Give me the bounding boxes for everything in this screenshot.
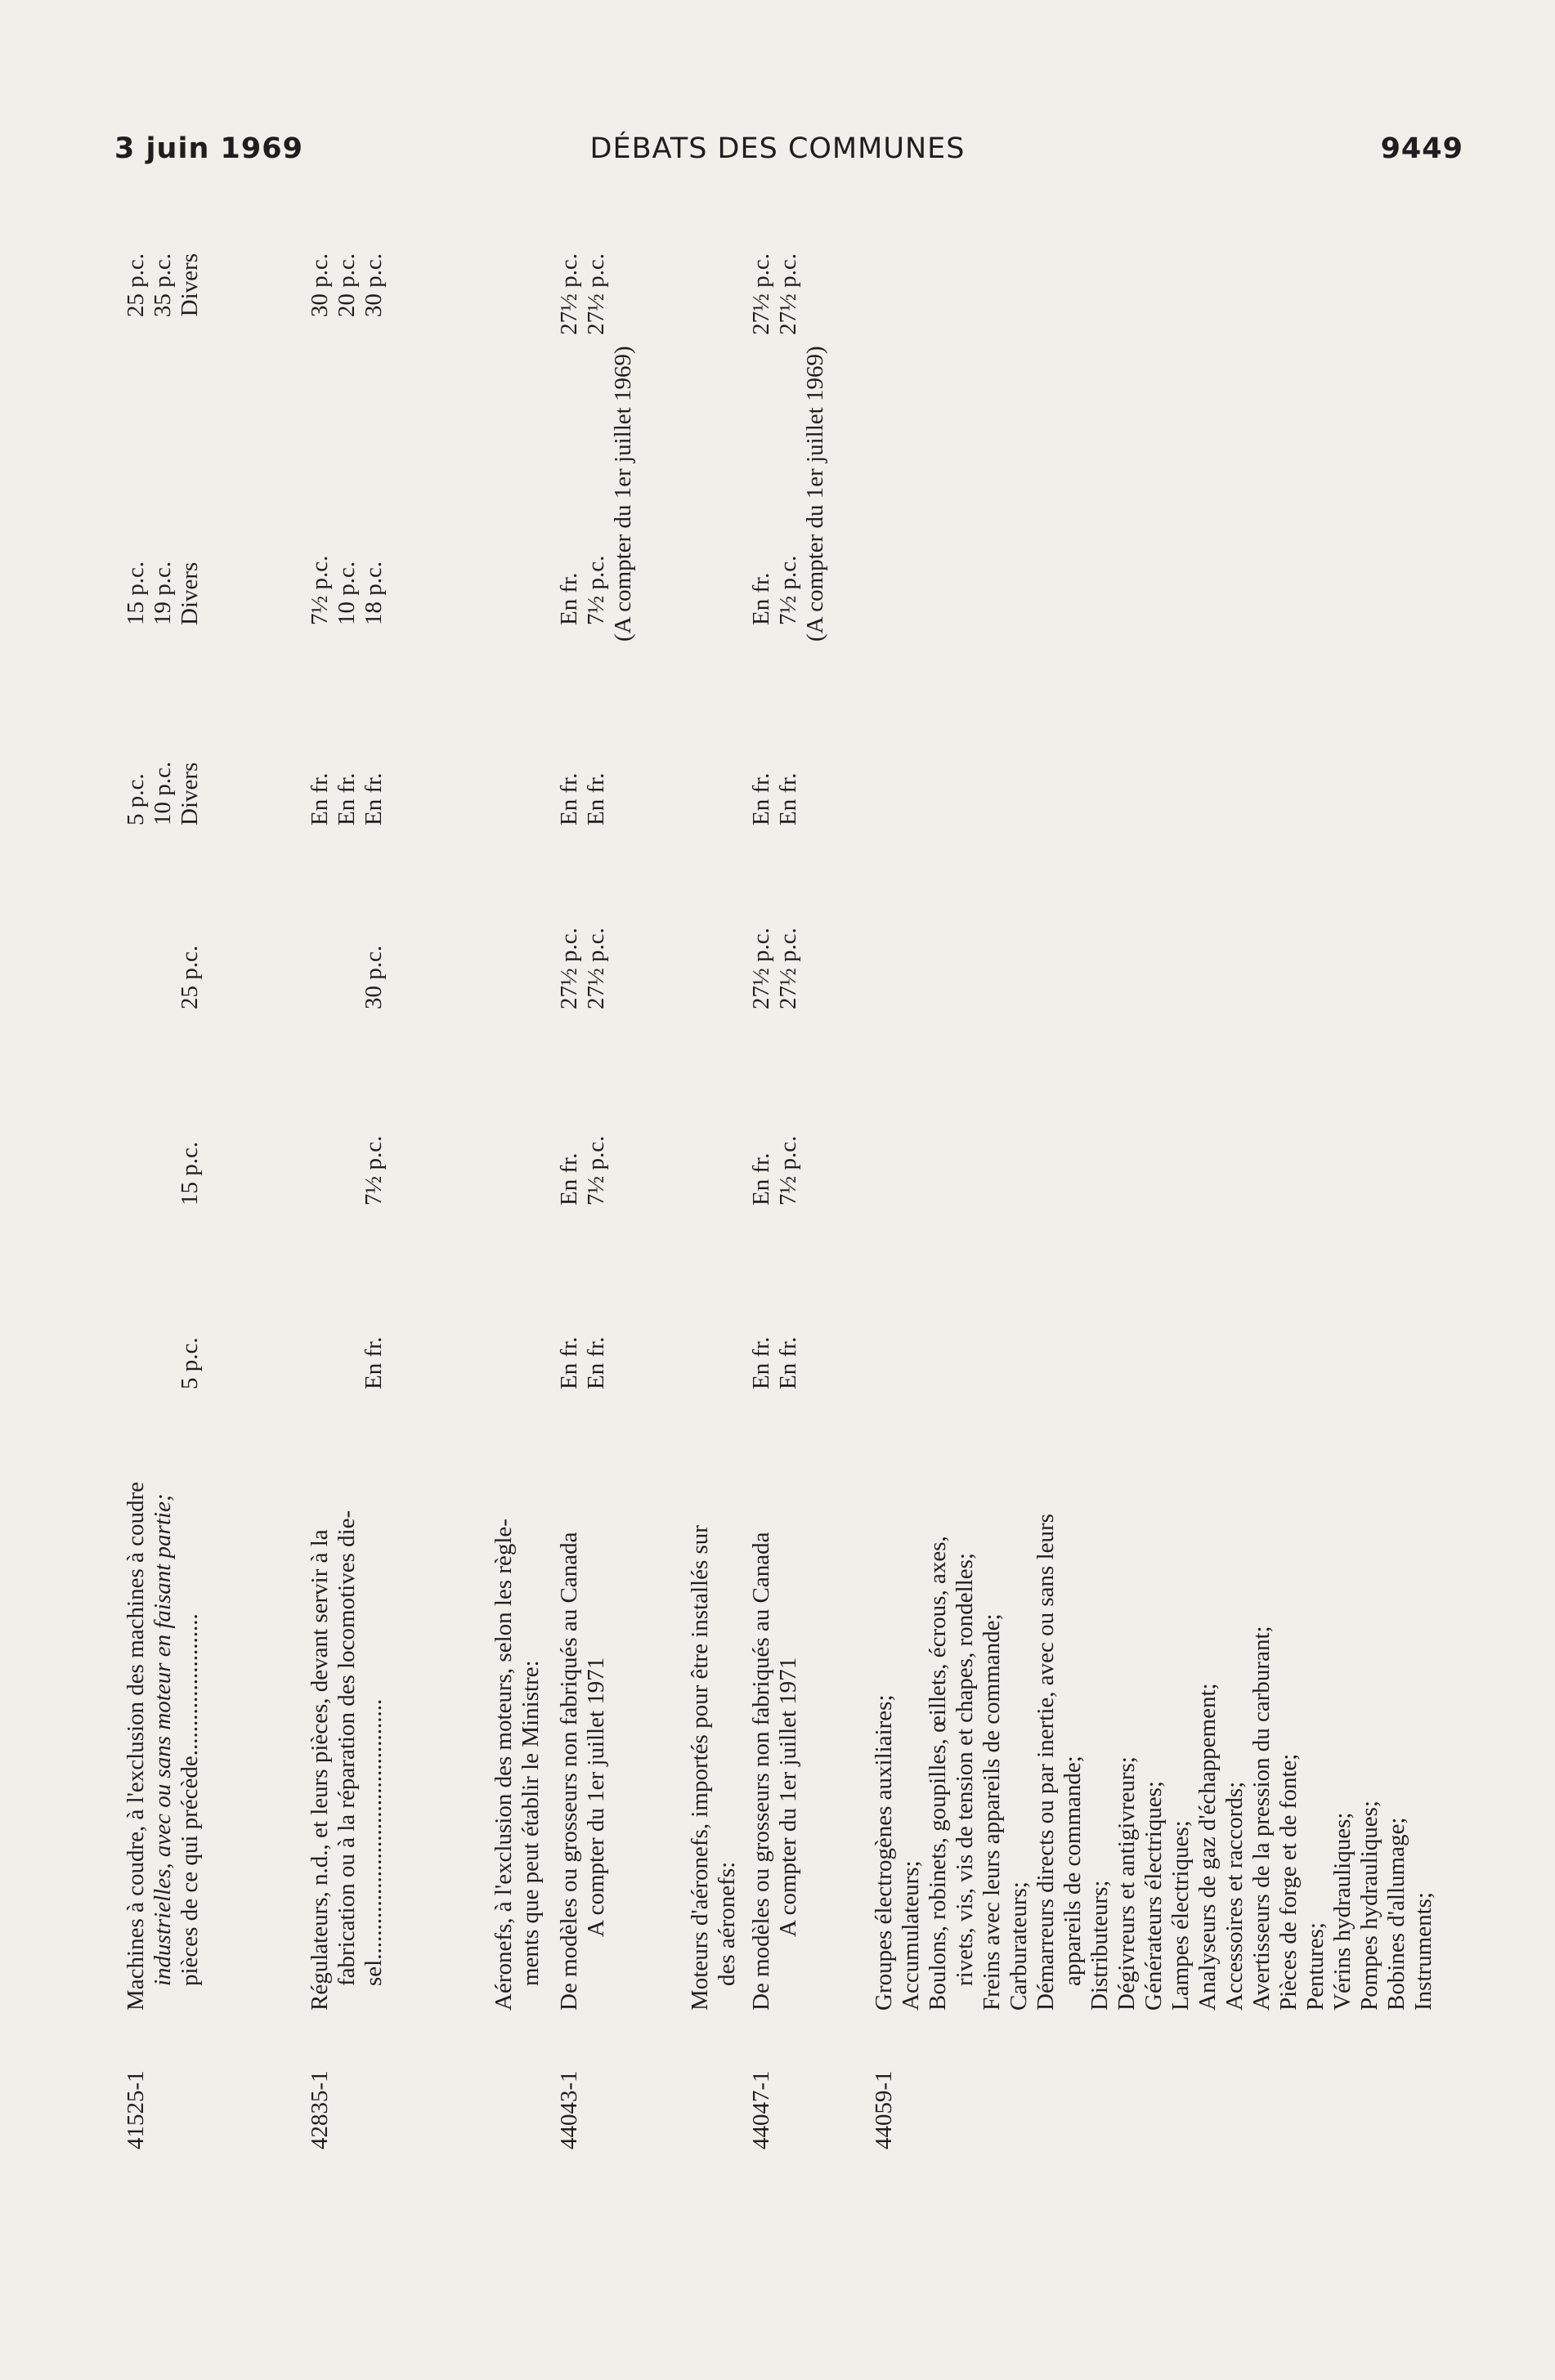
desc-line: Vérins hydrauliques; bbox=[1329, 1812, 1356, 2011]
rate-value: 15 p.c. bbox=[123, 561, 149, 625]
rate-value: 7½ p.c. bbox=[361, 1135, 387, 1206]
desc-line: Dégivreurs et antigivreurs; bbox=[1114, 1756, 1140, 2011]
rate-value: 5 p.c. bbox=[177, 1337, 203, 1389]
rate-value: En fr. bbox=[748, 1152, 774, 1206]
desc-line: Boulons, robinets, goupilles, œillets, écrous, axes, bbox=[925, 1536, 951, 2011]
rate-value: En fr. bbox=[748, 572, 774, 625]
rate-value: 7½ p.c. bbox=[307, 555, 333, 625]
rate-value: 27½ p.c. bbox=[748, 253, 774, 335]
rate-value: 20 p.c. bbox=[334, 253, 360, 318]
rate-col-4 bbox=[748, 638, 802, 825]
rate-value: 10 p.c. bbox=[150, 761, 176, 825]
header-date: 3 juin 1969 bbox=[114, 132, 303, 165]
rate-value: En fr. bbox=[556, 1152, 582, 1206]
tariff-code: 42835-1 bbox=[307, 2070, 333, 2150]
rate-col-6 bbox=[556, 253, 610, 425]
rate-value: En fr. bbox=[361, 1336, 387, 1389]
desc-line: Avertisseurs de la pression du carburant; bbox=[1248, 1626, 1275, 2011]
desc-line: Accumulateurs; bbox=[898, 1860, 924, 2011]
desc-line: Distributeurs; bbox=[1087, 1880, 1113, 2011]
rate-col-6 bbox=[748, 253, 802, 425]
tariff-description bbox=[871, 1422, 1437, 2011]
rate-value: En fr. bbox=[334, 772, 360, 825]
rate-col-6 bbox=[123, 253, 204, 425]
rate-col-1 bbox=[177, 1201, 204, 1389]
rate-value: 7½ p.c. bbox=[583, 555, 609, 625]
rate-col-1 bbox=[748, 1201, 802, 1389]
desc-line: A compter du 1er juillet 1971 bbox=[583, 1657, 609, 1937]
rate-value: 19 p.c. bbox=[150, 561, 176, 625]
desc-line: Analyseurs de gaz d'échappement; bbox=[1194, 1683, 1221, 2011]
rate-value: 35 p.c. bbox=[150, 253, 176, 318]
rate-value: 25 p.c. bbox=[177, 945, 203, 1009]
desc-line: industrielles, avec ou sans moteur en faisant partie; bbox=[150, 1493, 176, 1986]
desc-line: Accessoires et raccords; bbox=[1221, 1781, 1248, 2011]
rate-value: En fr. bbox=[748, 1336, 774, 1389]
desc-line: Carburateurs; bbox=[1006, 1881, 1032, 2011]
desc-line: Générateurs électriques; bbox=[1140, 1781, 1167, 2011]
desc-line: Instruments; bbox=[1410, 1892, 1436, 2011]
rate-value: 27½ p.c. bbox=[775, 253, 801, 335]
rate-value: 30 p.c. bbox=[307, 253, 333, 318]
desc-line: A compter du 1er juillet 1971 bbox=[775, 1657, 801, 1937]
rate-value: En fr. bbox=[556, 772, 582, 825]
rate-col-5 bbox=[556, 437, 610, 625]
rate-col-1 bbox=[556, 1201, 610, 1389]
rate-value: En fr. bbox=[556, 572, 582, 625]
rate-col-3 bbox=[556, 821, 610, 1009]
rate-value: En fr. bbox=[775, 1336, 801, 1389]
rate-value: En fr. bbox=[583, 772, 609, 825]
header-title: DÉBATS DES COMMUNES bbox=[589, 132, 966, 165]
rate-value: 27½ p.c. bbox=[556, 253, 582, 335]
desc-line: sel............................................ bbox=[361, 1698, 387, 1986]
desc-line: Bobines d'allumage; bbox=[1383, 1817, 1409, 2011]
rate-col-1 bbox=[361, 1201, 388, 1389]
rate-value: En fr. bbox=[748, 772, 774, 825]
rate-col-2 bbox=[177, 1018, 204, 1206]
rate-value: 25 p.c. bbox=[123, 253, 149, 318]
rate-col-3 bbox=[177, 821, 204, 1009]
rate-value: En fr. bbox=[775, 772, 801, 825]
rate-col-5 bbox=[123, 437, 204, 625]
rate-value: 27½ p.c. bbox=[748, 928, 774, 1009]
rate-value: 7½ p.c. bbox=[775, 555, 801, 625]
tariff-code: 44059-1 bbox=[871, 2070, 897, 2150]
tariff-description bbox=[491, 1422, 544, 2011]
rate-col-4 bbox=[556, 638, 610, 825]
rate-value: 27½ p.c. bbox=[775, 928, 801, 1009]
rate-value: Divers bbox=[177, 561, 203, 625]
tariff-code: 44043-1 bbox=[556, 2070, 582, 2150]
desc-line: Pièces de forge et de fonte; bbox=[1275, 1753, 1302, 2011]
desc-line: pièces de ce qui précède........................ bbox=[177, 1613, 203, 1986]
rate-value: 7½ p.c. bbox=[775, 1135, 801, 1206]
rate-value: 27½ p.c. bbox=[583, 253, 609, 335]
rate-col-3 bbox=[748, 821, 802, 1009]
rate-value: 5 p.c. bbox=[123, 773, 149, 825]
tariff-table bbox=[123, 253, 1436, 2150]
rate-col-4 bbox=[307, 638, 388, 825]
rate-value: En fr. bbox=[556, 1336, 582, 1389]
desc-line: fabrication ou à la réparation des locomotives die- bbox=[334, 1510, 360, 1986]
tariff-description bbox=[556, 1422, 610, 2011]
rate-value: En fr. bbox=[361, 772, 387, 825]
desc-line: appareils de commande; bbox=[1060, 1756, 1086, 1986]
rate-value: 30 p.c. bbox=[361, 945, 387, 1009]
rate-value: Divers bbox=[177, 253, 203, 317]
desc-line: Machines à coudre, à l'exclusion des machines à coudre bbox=[123, 1481, 149, 2011]
rate-col-3 bbox=[361, 821, 388, 1009]
rate-value: 15 p.c. bbox=[177, 1141, 203, 1206]
tariff-description bbox=[687, 1422, 741, 2011]
effective-date-note: (A compter du 1er juillet 1969) bbox=[610, 346, 636, 642]
desc-line: Régulateurs, n.d., et leurs pièces, devant servir à la bbox=[307, 1529, 333, 2011]
desc-line: Démarreurs directs ou par inertie, avec ou sans leurs bbox=[1033, 1514, 1059, 2011]
rate-col-5 bbox=[748, 437, 802, 625]
rate-col-6 bbox=[307, 253, 388, 425]
desc-line: Freins avec leurs appareils de commande; bbox=[979, 1613, 1005, 2011]
tariff-description bbox=[123, 1422, 204, 2011]
desc-line: Groupes électrogènes auxiliaires; bbox=[871, 1694, 897, 2011]
desc-line: De modèles ou grosseurs non fabriqués au Canada bbox=[556, 1532, 582, 2011]
tariff-description bbox=[307, 1422, 388, 2011]
rate-value: Divers bbox=[177, 762, 203, 825]
rate-value: 7½ p.c. bbox=[583, 1135, 609, 1206]
rate-value: 27½ p.c. bbox=[583, 928, 609, 1009]
rate-col-2 bbox=[748, 1018, 802, 1206]
desc-line: Moteurs d'aéronefs, importés pour être installés sur bbox=[687, 1525, 713, 2011]
desc-line: des aéronefs: bbox=[714, 1861, 740, 1986]
desc-line: ments que peut établir le Ministre: bbox=[518, 1660, 544, 1986]
desc-line: rivets, vis, vis de tension et chapes, rondelles; bbox=[952, 1553, 978, 1986]
rate-col-4 bbox=[123, 638, 204, 825]
tariff-code: 41525-1 bbox=[123, 2070, 149, 2150]
rate-value: 30 p.c. bbox=[361, 253, 387, 318]
effective-date-note: (A compter du 1er juillet 1969) bbox=[802, 346, 828, 642]
desc-line: Pompes hydrauliques; bbox=[1356, 1801, 1382, 2011]
rate-col-2 bbox=[556, 1018, 610, 1206]
tariff-description bbox=[748, 1422, 802, 2011]
rate-value: 10 p.c. bbox=[334, 561, 360, 625]
tariff-code: 44047-1 bbox=[748, 2070, 774, 2150]
rate-value: En fr. bbox=[583, 1336, 609, 1389]
rate-value: 27½ p.c. bbox=[556, 928, 582, 1009]
rate-col-5 bbox=[307, 437, 388, 625]
page-number: 9449 bbox=[1380, 132, 1463, 165]
rate-value: 18 p.c. bbox=[361, 561, 387, 625]
desc-line: Aéronefs, à l'exclusion des moteurs, selon les règle- bbox=[491, 1519, 517, 2011]
rate-value: En fr. bbox=[307, 772, 333, 825]
desc-line: Pentures; bbox=[1302, 1922, 1329, 2011]
desc-line: De modèles ou grosseurs non fabriqués au Canada bbox=[748, 1532, 774, 2011]
rate-col-2 bbox=[361, 1018, 388, 1206]
desc-line: Lampes électriques; bbox=[1167, 1820, 1194, 2011]
